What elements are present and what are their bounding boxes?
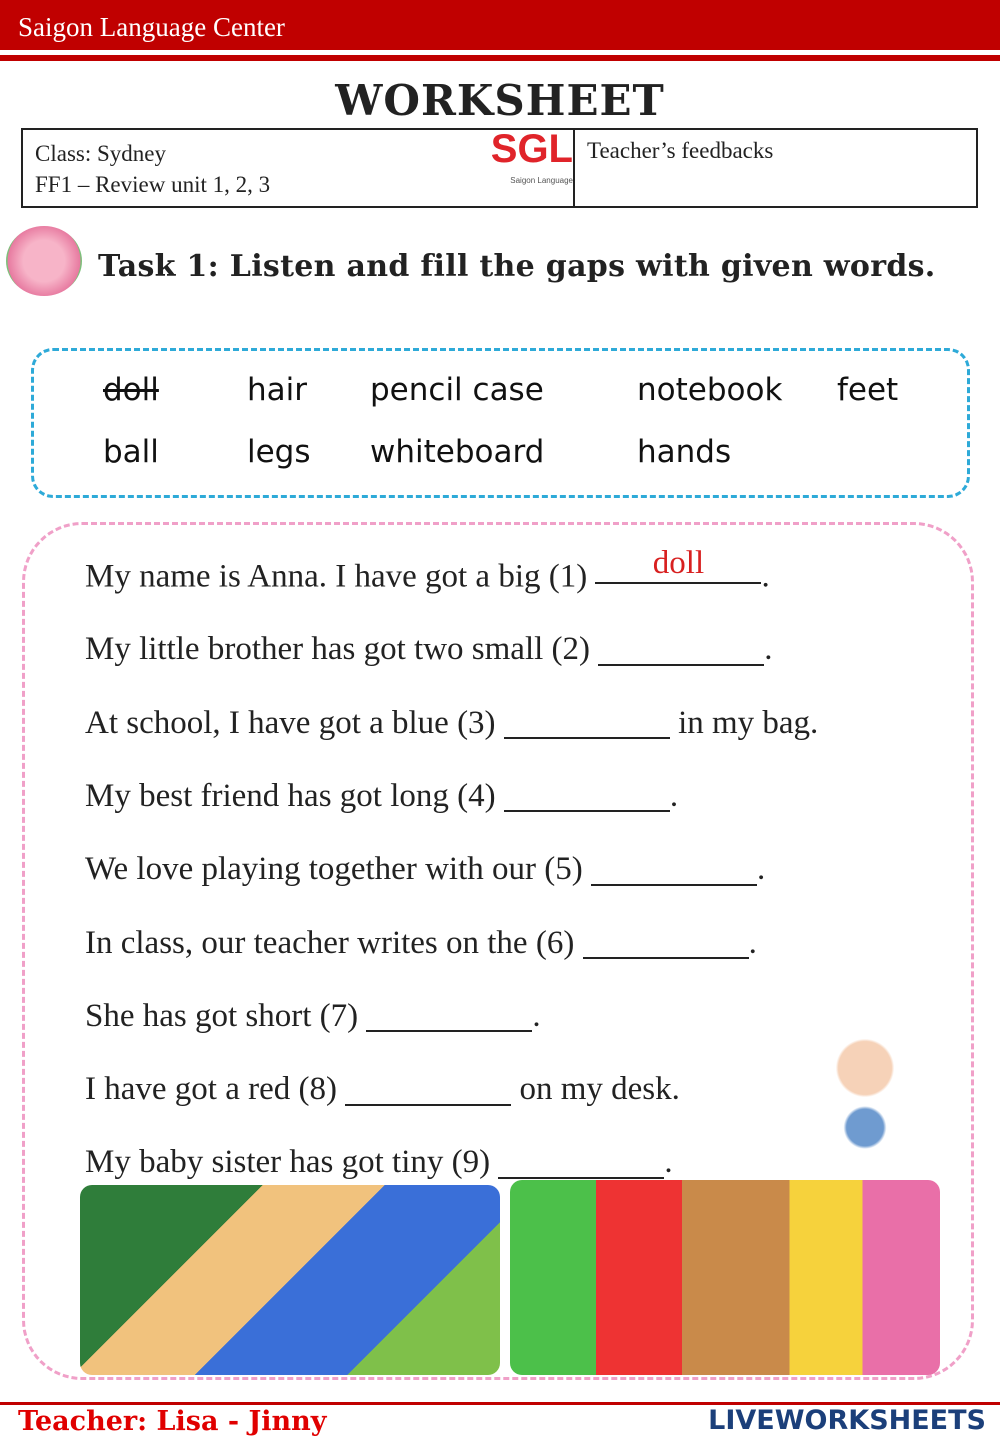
feedback-cell — [575, 130, 976, 206]
teacher-name: Teacher: Lisa - Jinny — [18, 1406, 327, 1437]
word-bank-item: pencil case — [370, 372, 544, 408]
sentence-text: on my desk. — [511, 1071, 680, 1108]
word-bank-item: hands — [637, 434, 732, 470]
answer-input-4[interactable] — [504, 778, 670, 812]
sentence-text: My best friend has got long (4) — [85, 777, 504, 814]
answer-input-9[interactable] — [498, 1145, 664, 1179]
sentence — [85, 925, 757, 962]
sentence-text: At school, I have got a blue (3) — [85, 704, 504, 741]
answer-input-8[interactable] — [345, 1072, 511, 1106]
word-bank — [31, 348, 970, 498]
sentence — [85, 631, 773, 668]
sgl-logo — [490, 127, 573, 196]
answer-input-6[interactable] — [583, 925, 749, 959]
toys-illustration — [510, 1180, 940, 1375]
answer-input-1[interactable] — [595, 544, 761, 584]
word-bank-item: hair — [247, 372, 308, 408]
task-title: Task 1: Listen and fill the gaps with given words. — [98, 249, 936, 284]
sentence-text: . — [761, 558, 770, 595]
sentence-text: My baby sister has got tiny (9) — [85, 1144, 499, 1181]
page-title: WORKSHEET — [335, 76, 665, 125]
header-rule — [0, 55, 1000, 61]
answer-input-2[interactable] — [598, 632, 764, 666]
sentence-text: . — [532, 997, 541, 1034]
school-supplies-illustration — [80, 1185, 500, 1375]
sentence — [85, 851, 765, 888]
sentence — [85, 998, 541, 1035]
sentence-text: . — [748, 924, 757, 961]
sentence — [85, 1071, 680, 1108]
sentence-text: . — [669, 777, 679, 814]
answer-input-3[interactable] — [504, 705, 670, 739]
word-bank-item: whiteboard — [370, 434, 545, 470]
sentence-text: in my bag. — [669, 704, 819, 741]
word-bank-item: feet — [837, 372, 899, 408]
answer-input-7[interactable] — [366, 998, 532, 1032]
info-table — [21, 128, 978, 208]
body-parts-illustration — [780, 1000, 950, 1170]
answer-input-5[interactable] — [591, 852, 757, 886]
brand-name: Saigon Language Center — [18, 12, 285, 42]
sentence-text: My name is Anna. I have got a big (1) — [85, 558, 596, 595]
sentence-text: In class, our teacher writes on the (6) — [85, 924, 583, 961]
sentence-text: . — [764, 631, 773, 668]
word-bank-item: ball — [103, 434, 159, 470]
sentence-text: We love playing together with our (5) — [85, 851, 591, 888]
sentence — [85, 1144, 673, 1181]
logo-subtext: Saigon Language — [510, 176, 573, 185]
sentence-text: My little brother has got two small (2) — [85, 631, 599, 668]
sentence — [85, 558, 770, 598]
logo-text: SGL — [490, 127, 573, 171]
word-bank-item: legs — [247, 434, 311, 470]
word-bank-item: notebook — [637, 372, 783, 408]
sentence-text: . — [664, 1144, 673, 1181]
class-cell — [23, 127, 575, 206]
sentence-text: . — [756, 851, 766, 888]
sentence — [85, 705, 818, 742]
class-label: Class: Sydney — [35, 141, 166, 166]
word-bank-item: doll — [103, 372, 159, 408]
feedback-label: Teacher’s feedbacks — [587, 138, 774, 163]
sentence — [85, 778, 678, 815]
flower-icon — [6, 226, 82, 296]
liveworksheets-logo: LIVEWORKSHEETS — [708, 1405, 986, 1436]
header-bar — [0, 0, 1000, 50]
sentence-text: I have got a red (8) — [85, 1071, 346, 1108]
sentence-text: She has got short (7) — [85, 997, 367, 1034]
unit-label: FF1 – Review unit 1, 2, 3 — [35, 172, 271, 197]
